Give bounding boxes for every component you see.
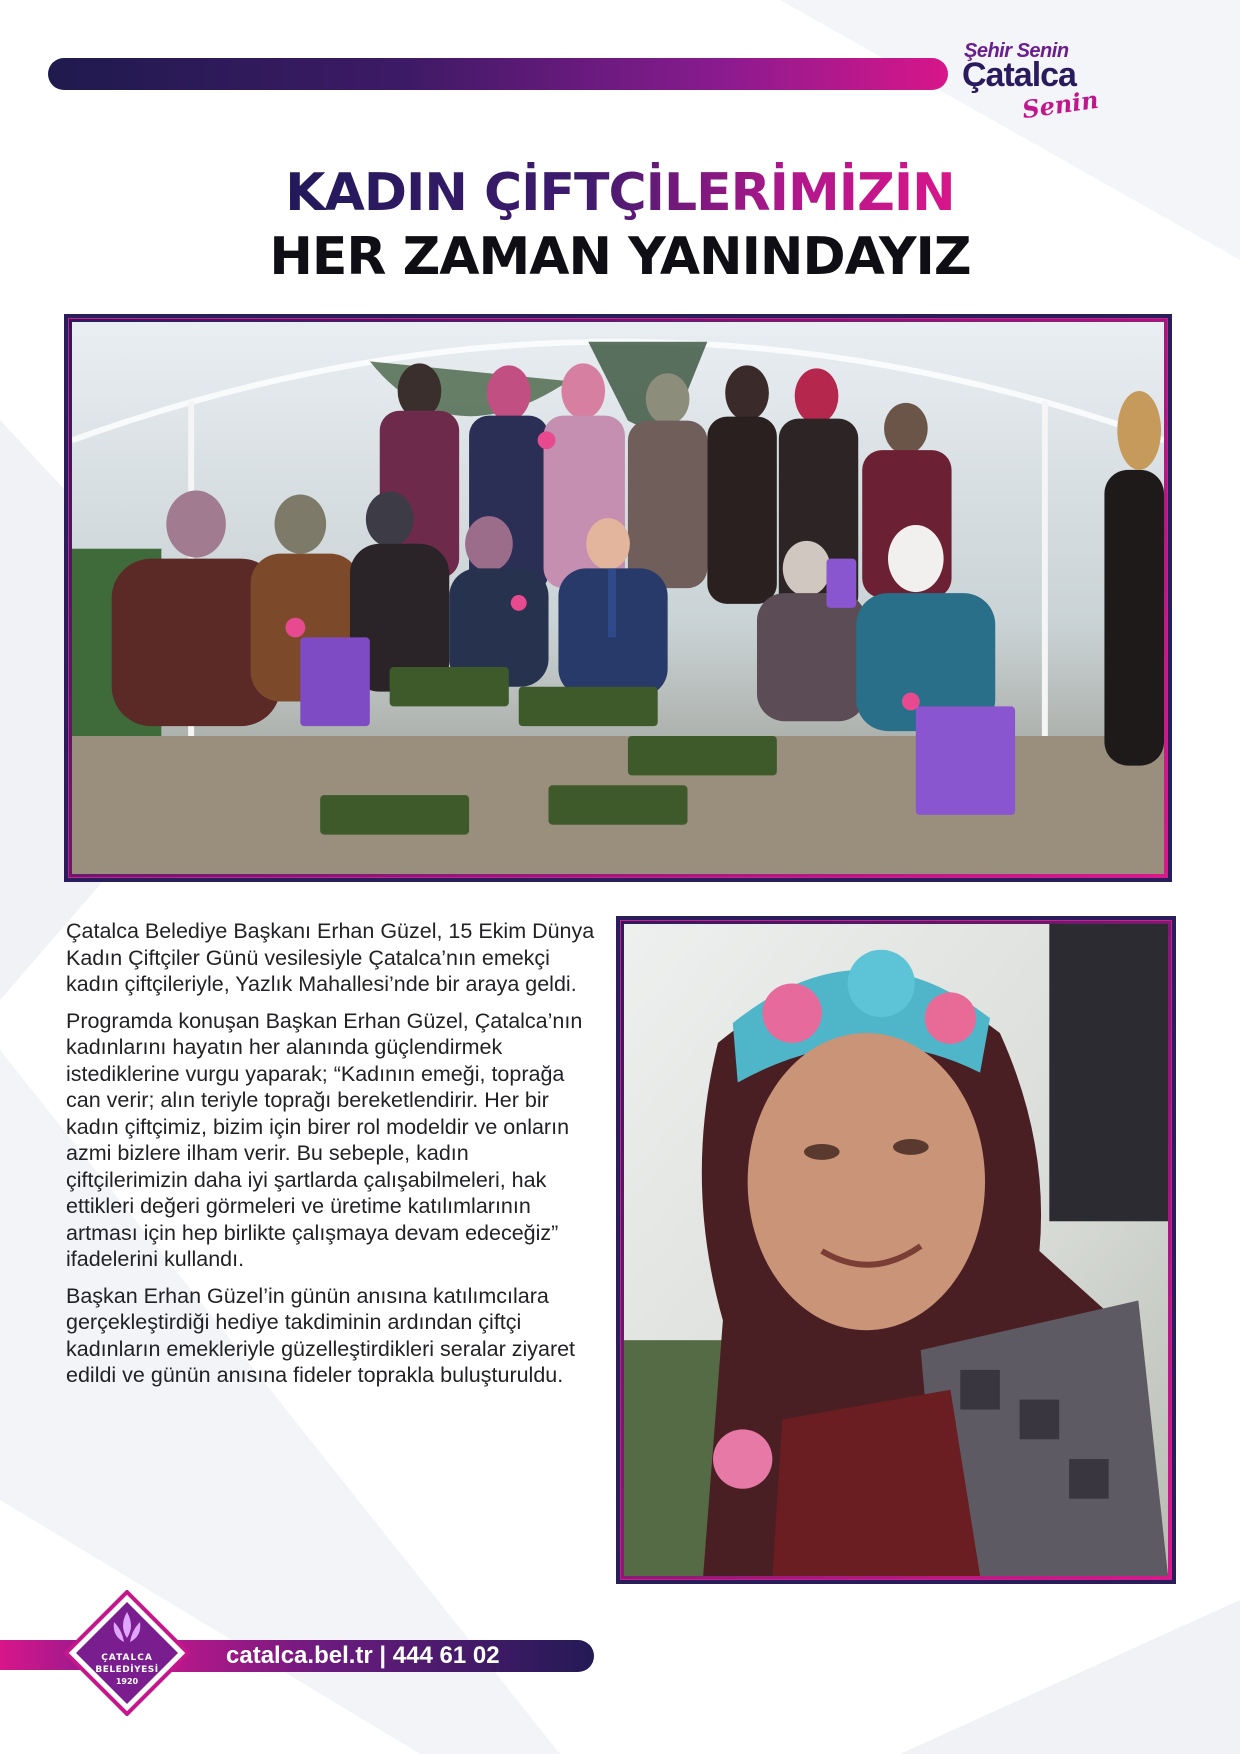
brand-logo — [958, 38, 1108, 128]
header-gradient-bar — [48, 58, 948, 90]
paragraph-3: Başkan Erhan Güzel’in günün anısına katılımcılara gerçekleştirdiği hediye takdiminin ardından çiftçi kadınların emekleriyle güzelleştirdikleri seralar ziyaret edildi ve günün anısına fideler toprakla buluşturuldu. — [66, 1283, 576, 1387]
footer-contact: catalca.bel.tr | 444 61 02 — [226, 1642, 500, 1669]
logo-name-line2: BELEDİYESİ — [95, 1665, 159, 1675]
elderly-farmer-portrait-illustration — [624, 924, 1168, 1576]
portrait-photo — [624, 924, 1168, 1576]
title-line2: HER ZAMAN YANINDAYIZ — [269, 227, 971, 287]
logo-name-line1: ÇATALCA — [101, 1653, 153, 1663]
brand-line3: Senin — [1020, 84, 1101, 125]
paragraph-1: Çatalca Belediye Başkanı Erhan Güzel, 15 Ekim Dünya Kadın Çiftçiler Günü vesilesiyle Çatalca’nın emekçi kadın çiftçileriyle, Yazlık Mahallesi’nde bir araya geldi. — [66, 919, 595, 996]
municipality-logo — [64, 1590, 190, 1716]
greenhouse-group-illustration — [72, 322, 1164, 874]
article-title — [0, 162, 1240, 290]
brand-line1: Şehir Senin — [964, 40, 1069, 62]
group-photo — [72, 322, 1164, 874]
article-body — [66, 918, 596, 1399]
footer-contact-bar — [150, 1640, 594, 1672]
group-photo-frame — [64, 314, 1172, 882]
title-line1: KADIN ÇİFTÇİLERİMİZİN — [285, 163, 955, 223]
brand-line2: Çatalca — [962, 56, 1076, 94]
logo-year: 1920 — [115, 1677, 139, 1686]
portrait-photo-frame — [616, 916, 1176, 1584]
paragraph-2: Programda konuşan Başkan Erhan Güzel, Çatalca’nın kadınlarını hayatın her alanında güçlendirmek istediklerine vurgu yaparak; “Kadının emeği, toprağa can verir; alın teriyle toprağı bereketlendirir. Her bir kadın çiftçimiz, bizim için birer rol modeldir ve onların azmi bizlere ilham verir. Bu sebeple, kadın çiftçilerimizin daha iyi şartlarda çalışabilmeleri, hak ettikleri değeri görmeleri ve üretime katılımlarının artması için hep birlikte çalışmaya devam edeceğiz” ifadelerini kullandı. — [66, 1008, 583, 1271]
